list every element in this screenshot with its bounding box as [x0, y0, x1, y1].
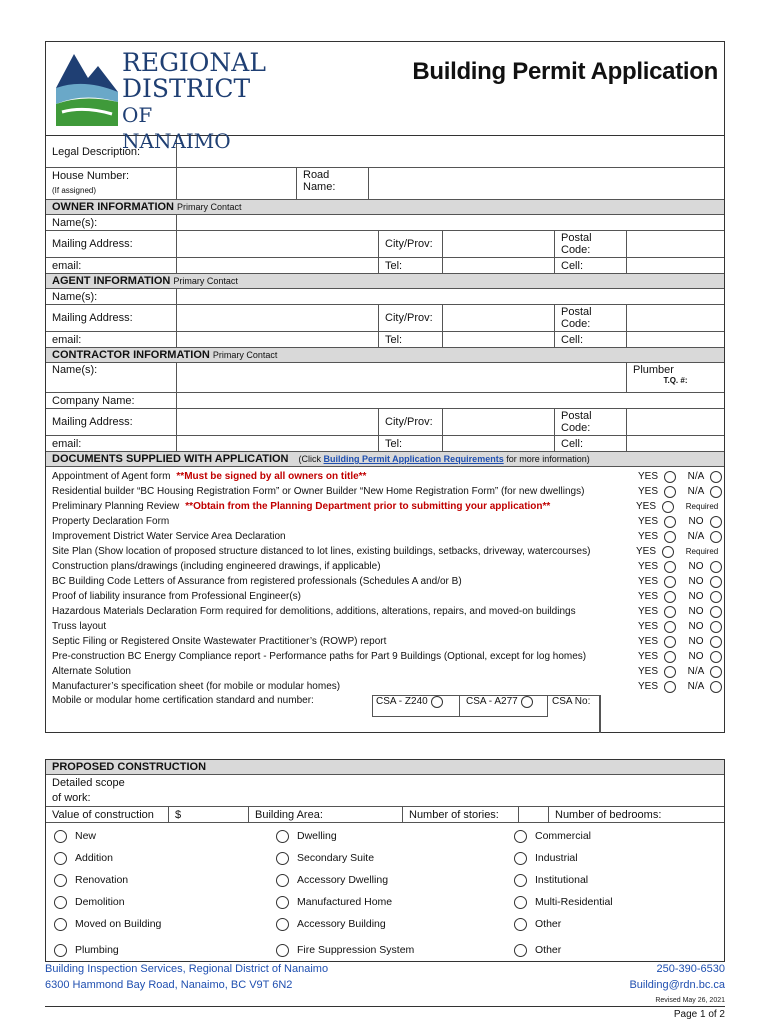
document-label: Manufacturer’s specification sheet (for mobile or modular homes)	[52, 681, 341, 692]
document-label: BC Building Code Letters of Assurance from registered professionals (Schedules A and/or B)	[52, 576, 462, 587]
contractor-mailing-label: Mailing Address:	[52, 416, 133, 428]
contractor-tel-label: Tel:	[378, 436, 442, 451]
csa-a277-radio[interactable]	[521, 696, 533, 708]
agent-city-input[interactable]	[442, 305, 554, 331]
contractor-cell-label: Cell:	[554, 436, 626, 451]
option-radio[interactable]	[514, 852, 527, 865]
contractor-section-header: CONTRACTOR INFORMATION Primary Contact	[46, 348, 724, 363]
owner-email-input[interactable]	[176, 258, 378, 273]
yes-option: YES	[638, 471, 659, 482]
document-row	[46, 679, 724, 694]
yes-radio[interactable]	[664, 666, 676, 678]
option-label: Other	[535, 944, 562, 956]
document-label: Improvement District Water Service Area Declaration	[52, 531, 286, 542]
document-label: Pre-construction BC Energy Compliance report - Performance paths for Part 9 Buildings (Optional, except for log homes)	[52, 651, 587, 662]
yes-radio[interactable]	[662, 501, 674, 513]
no-radio[interactable]	[710, 561, 722, 573]
agent-email-input[interactable]	[176, 332, 378, 347]
no-option: NO	[688, 561, 704, 572]
scope-of-work-field[interactable]: Detailed scope of work:	[52, 777, 125, 804]
construction-option[interactable]	[54, 891, 276, 913]
no-radio[interactable]	[710, 471, 722, 483]
yes-option: YES	[638, 606, 659, 617]
csa-no-label: CSA No:	[548, 695, 600, 733]
yes-option: YES	[638, 666, 659, 677]
document-row	[46, 544, 724, 559]
owner-tel-label: Tel:	[378, 258, 442, 273]
option-label: Accessory Building	[297, 918, 386, 930]
document-row	[46, 484, 724, 499]
agent-names-label: Name(s):	[52, 290, 98, 303]
contractor-names-input[interactable]	[176, 363, 626, 392]
option-radio[interactable]	[276, 896, 289, 909]
option-label: Industrial	[535, 852, 578, 864]
no-radio[interactable]	[710, 516, 722, 528]
no-option: NO	[688, 651, 704, 662]
construction-option[interactable]	[54, 913, 276, 935]
yes-radio[interactable]	[664, 576, 676, 588]
no-option: N/A	[687, 681, 705, 692]
construction-option[interactable]	[276, 891, 514, 913]
document-label: Preliminary Planning Review	[52, 501, 180, 512]
mountain-logo-icon	[54, 48, 120, 128]
document-label: Residential builder “BC Housing Registration Form” or Owner Builder “New Home Registration Form” (for new dwellings)	[52, 486, 585, 497]
document-row	[46, 469, 724, 484]
construction-option[interactable]	[276, 913, 514, 935]
no-option: Required	[685, 502, 719, 511]
contractor-postal-input[interactable]	[626, 409, 724, 435]
org-name-line2: DISTRICT	[122, 74, 251, 103]
option-radio[interactable]	[514, 918, 527, 931]
contractor-names-label: Name(s):	[52, 364, 98, 376]
revised-date: Revised May 26, 2021	[655, 997, 725, 1004]
contractor-cell-input[interactable]	[626, 436, 724, 451]
no-option: N/A	[687, 486, 705, 497]
org-name-line1: REGIONAL	[122, 48, 266, 77]
option-radio[interactable]	[514, 896, 527, 909]
no-option: N/A	[687, 471, 705, 482]
yes-option: YES	[636, 546, 657, 557]
footer-org: Building Inspection Services, Regional District of Nanaimo	[45, 963, 329, 975]
documents-section-header: DOCUMENTS SUPPLIED WITH APPLICATION (Click Building Permit Application Requirements for more information)	[46, 452, 724, 467]
option-radio[interactable]	[276, 852, 289, 865]
option-radio[interactable]	[54, 918, 67, 931]
option-radio[interactable]	[276, 830, 289, 843]
owner-postal-input[interactable]	[626, 231, 724, 257]
agent-section-header: AGENT INFORMATION Primary Contact	[46, 274, 724, 289]
yes-radio[interactable]	[664, 531, 676, 543]
owner-tel-input[interactable]	[442, 258, 554, 273]
value-label: Value of construction	[52, 808, 154, 821]
footer-email[interactable]: Building@rdn.bc.ca	[629, 979, 725, 991]
document-row	[46, 499, 724, 514]
no-option: NO	[688, 621, 704, 632]
document-row	[46, 634, 724, 649]
contractor-city-input[interactable]	[442, 409, 554, 435]
construction-option[interactable]	[54, 939, 276, 961]
yes-radio[interactable]	[664, 471, 676, 483]
option-radio[interactable]	[276, 918, 289, 931]
option-radio[interactable]	[54, 874, 67, 887]
yes-option: YES	[638, 531, 659, 542]
option-radio[interactable]	[54, 944, 67, 957]
yes-option: YES	[638, 636, 659, 647]
document-label: Alternate Solution	[52, 666, 131, 677]
contractor-email-input[interactable]	[176, 436, 378, 451]
construction-option[interactable]	[276, 847, 514, 869]
agent-cell-input[interactable]	[626, 332, 724, 347]
proposed-section-header: PROPOSED CONSTRUCTION	[46, 760, 724, 775]
page-number: Page 1 of 2	[45, 1006, 725, 1020]
no-option: NO	[688, 636, 704, 647]
owner-email-label: email:	[52, 259, 82, 272]
option-label: Commercial	[535, 830, 592, 842]
agent-postal-label: Postal Code:	[554, 305, 626, 331]
org-name-line3: OF NANAIMO	[122, 103, 231, 153]
option-label: Moved on Building	[75, 918, 162, 930]
option-radio[interactable]	[514, 944, 527, 957]
value-input[interactable]: $	[168, 807, 248, 822]
option-label: Multi-Residential	[535, 896, 613, 908]
document-warning: **Obtain from the Planning Department prior to submitting your application**	[185, 501, 551, 512]
document-row	[46, 574, 724, 589]
option-radio[interactable]	[514, 830, 527, 843]
csa-no-input[interactable]	[600, 695, 724, 733]
agent-tel-input[interactable]	[442, 332, 554, 347]
option-radio[interactable]	[54, 852, 67, 865]
document-label: Truss layout	[52, 621, 107, 632]
option-radio[interactable]	[276, 874, 289, 887]
agent-email-label: email:	[52, 333, 82, 346]
yes-option: YES	[638, 576, 659, 587]
document-row	[46, 559, 724, 574]
company-name-input[interactable]	[176, 393, 724, 408]
yes-option: YES	[638, 651, 659, 662]
no-radio[interactable]	[710, 666, 722, 678]
construction-option[interactable]	[276, 825, 514, 847]
contractor-email-label: email:	[52, 437, 82, 450]
option-label: Addition	[75, 852, 113, 864]
no-radio[interactable]	[710, 486, 722, 498]
no-option: NO	[688, 516, 704, 527]
option-label: Institutional	[535, 874, 589, 886]
document-warning: **Must be signed by all owners on title**	[176, 471, 367, 482]
document-row	[46, 604, 724, 619]
yes-radio[interactable]	[664, 606, 676, 618]
footer-phone: 250-390-6530	[656, 963, 725, 975]
contractor-postal-label: Postal Code:	[554, 409, 626, 435]
yes-option: YES	[636, 501, 657, 512]
agent-mailing-input[interactable]	[176, 305, 378, 331]
owner-section-header: OWNER INFORMATION Primary Contact	[46, 200, 724, 215]
option-label: New	[75, 830, 97, 842]
yes-radio[interactable]	[662, 546, 674, 558]
mobile-cert-label: Mobile or modular home certification standard and number:	[52, 695, 314, 706]
yes-option: YES	[638, 591, 659, 602]
csa-z240-radio[interactable]	[431, 696, 443, 708]
agent-postal-input[interactable]	[626, 305, 724, 331]
construction-option[interactable]	[276, 939, 514, 961]
document-row	[46, 529, 724, 544]
owner-names-input[interactable]	[176, 215, 724, 230]
agent-city-label: City/Prov:	[378, 305, 442, 331]
road-name-input[interactable]	[368, 168, 724, 199]
construction-option[interactable]	[514, 825, 714, 847]
owner-cell-input[interactable]	[626, 258, 724, 273]
stories-label: Number of stories:	[402, 807, 518, 822]
no-radio[interactable]	[710, 636, 722, 648]
building-area-label: Building Area:	[248, 807, 402, 822]
option-radio[interactable]	[54, 896, 67, 909]
no-option: Required	[685, 547, 719, 556]
construction-option[interactable]	[54, 869, 276, 891]
no-option: NO	[688, 576, 704, 587]
option-label: Renovation	[75, 874, 129, 886]
stories-input[interactable]	[518, 807, 548, 822]
yes-radio[interactable]	[664, 636, 676, 648]
documents-list	[46, 467, 724, 694]
construction-type-options	[46, 823, 724, 961]
document-label: Appointment of Agent form	[52, 471, 171, 482]
document-label: Septic Filing or Registered Onsite Wastewater Practitioner’s (ROWP) report	[52, 636, 387, 647]
no-option: N/A	[687, 531, 705, 542]
owner-names-label: Name(s):	[52, 216, 98, 229]
option-label: Fire Suppression System	[297, 944, 415, 956]
plumber-label: Plumber	[633, 364, 674, 376]
no-option: NO	[688, 591, 704, 602]
requirements-link[interactable]: Building Permit Application Requirements	[323, 454, 504, 464]
agent-cell-label: Cell:	[554, 332, 626, 347]
document-label: Proof of liability insurance from Professional Engineer(s)	[52, 591, 301, 602]
csa-a277-label: CSA - A277	[466, 696, 518, 707]
document-label: Hazardous Materials Declaration Form required for demolitions, additions, alterations, repairs, and moved-on buildings	[52, 606, 576, 617]
tq-number-label: T.Q. #:	[663, 376, 688, 385]
yes-option: YES	[638, 486, 659, 497]
no-radio[interactable]	[710, 591, 722, 603]
agent-mailing-label: Mailing Address:	[52, 312, 133, 324]
document-row	[46, 589, 724, 604]
contractor-city-label: City/Prov:	[378, 409, 442, 435]
option-label: Other	[535, 918, 562, 930]
yes-option: YES	[638, 561, 659, 572]
company-name-label: Company Name:	[52, 394, 135, 407]
document-row	[46, 514, 724, 529]
no-radio[interactable]	[710, 531, 722, 543]
yes-radio[interactable]	[664, 561, 676, 573]
option-label: Secondary Suite	[297, 852, 375, 864]
construction-option[interactable]	[276, 869, 514, 891]
no-radio[interactable]	[710, 606, 722, 618]
contractor-tel-input[interactable]	[442, 436, 554, 451]
contractor-mailing-input[interactable]	[176, 409, 378, 435]
construction-option[interactable]	[514, 939, 714, 961]
footer-address: 6300 Hammond Bay Road, Nanaimo, BC V9T 6N2	[45, 979, 293, 991]
document-label: Site Plan (Show location of proposed structure distanced to lot lines, existing buildings, setbacks, driveway, watercourses)	[52, 546, 591, 557]
construction-option[interactable]	[514, 847, 714, 869]
owner-city-input[interactable]	[442, 231, 554, 257]
yes-radio[interactable]	[664, 591, 676, 603]
option-label: Plumbing	[75, 944, 119, 956]
yes-radio[interactable]	[664, 681, 676, 693]
bedrooms-label: Number of bedrooms:	[548, 807, 724, 822]
owner-city-label: City/Prov:	[378, 231, 442, 257]
no-radio[interactable]	[710, 651, 722, 663]
option-label: Accessory Dwelling	[297, 874, 389, 886]
no-radio[interactable]	[710, 621, 722, 633]
document-label: Construction plans/drawings (including engineered drawings, if applicable)	[52, 561, 381, 572]
road-name-label: Road Name:	[296, 168, 368, 199]
owner-cell-label: Cell:	[554, 258, 626, 273]
owner-mailing-label: Mailing Address:	[52, 238, 133, 250]
agent-names-input[interactable]	[176, 289, 724, 304]
no-radio[interactable]	[710, 576, 722, 588]
legal-description-label: Legal Description:	[52, 145, 141, 158]
option-radio[interactable]	[514, 874, 527, 887]
yes-radio[interactable]	[664, 621, 676, 633]
house-number-label: House Number:	[52, 170, 130, 182]
option-label: Manufactured Home	[297, 896, 393, 908]
form-title: Building Permit Application	[412, 58, 718, 85]
document-row	[46, 664, 724, 679]
option-radio[interactable]	[54, 830, 67, 843]
proposed-construction-form	[45, 759, 725, 962]
house-number-input[interactable]	[176, 168, 296, 199]
document-label: Property Declaration Form	[52, 516, 170, 527]
yes-option: YES	[638, 516, 659, 527]
construction-option[interactable]	[514, 869, 714, 891]
document-row	[46, 619, 724, 634]
yes-radio[interactable]	[664, 516, 676, 528]
yes-option: YES	[638, 681, 659, 692]
document-row	[46, 649, 724, 664]
if-assigned-note: (If assigned)	[52, 186, 97, 195]
yes-radio[interactable]	[664, 651, 676, 663]
option-label: Demolition	[75, 896, 125, 908]
yes-option: YES	[638, 621, 659, 632]
no-option: N/A	[687, 666, 705, 677]
application-form	[45, 41, 725, 733]
construction-option[interactable]	[54, 825, 276, 847]
construction-option[interactable]	[514, 913, 714, 935]
yes-radio[interactable]	[664, 486, 676, 498]
construction-option[interactable]	[54, 847, 276, 869]
no-radio[interactable]	[710, 681, 722, 693]
agent-tel-label: Tel:	[378, 332, 442, 347]
construction-option[interactable]	[514, 891, 714, 913]
owner-postal-label: Postal Code:	[554, 231, 626, 257]
no-option: NO	[688, 606, 704, 617]
owner-mailing-input[interactable]	[176, 231, 378, 257]
option-label: Dwelling	[297, 830, 337, 842]
csa-z240-label: CSA - Z240	[376, 696, 428, 707]
option-radio[interactable]	[276, 944, 289, 957]
